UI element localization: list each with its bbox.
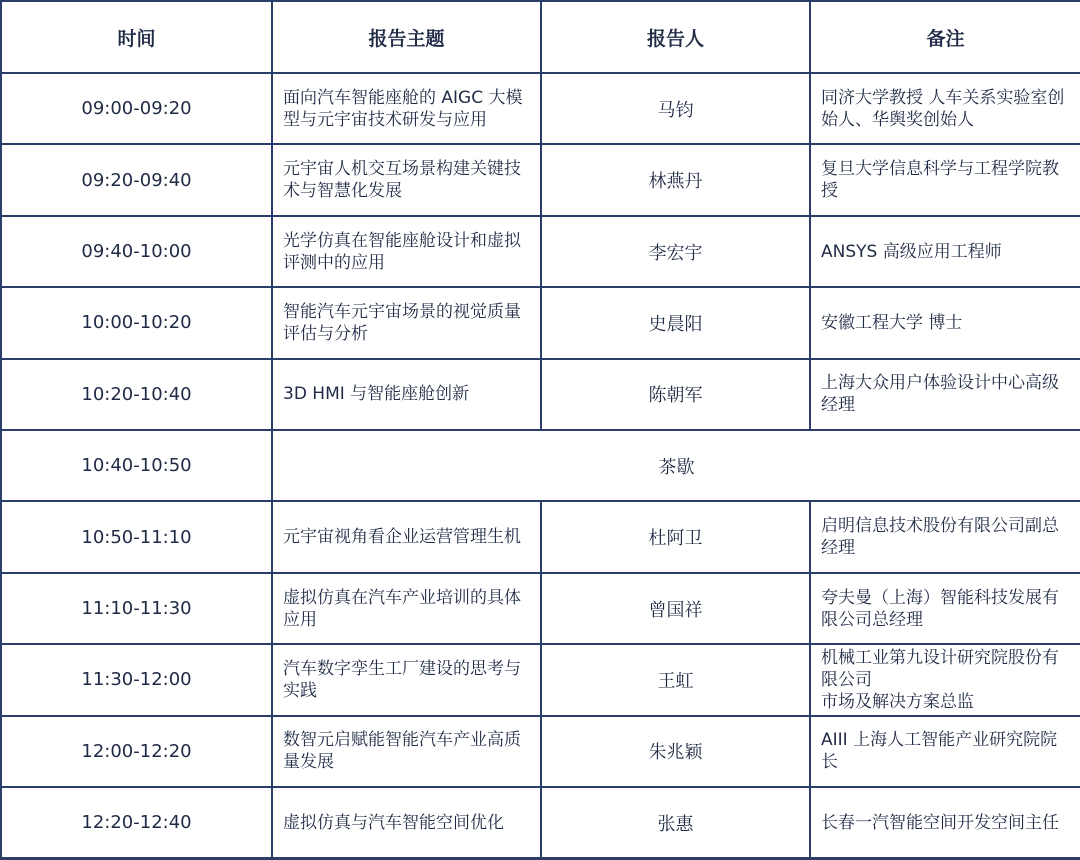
note-line: 市场及解决方案总监 [821,691,974,712]
time-cell: 12:20-12:40 [1,787,272,858]
time-cell: 11:10-11:30 [1,573,272,644]
note-cell: 同济大学教授 人车关系实验室创始人、华舆奖创始人 [810,73,1080,144]
topic-cell: 元宇宙视角看企业运营管理生机 [272,501,541,572]
table-row [1,287,1080,358]
break-row [1,430,1080,501]
speaker-cell: 杜阿卫 [541,501,810,572]
break-label: 茶歇 [272,430,1080,501]
time-cell: 10:00-10:20 [1,287,272,358]
table-row [1,644,1080,715]
topic-cell: 3D HMI 与智能座舱创新 [272,359,541,430]
time-cell: 12:00-12:20 [1,716,272,787]
table-row [1,216,1080,287]
table-row [1,144,1080,215]
time-cell: 10:50-11:10 [1,501,272,572]
speaker-cell: 张惠 [541,787,810,858]
topic-cell: 数智元启赋能智能汽车产业高质量发展 [272,716,541,787]
table-row [1,573,1080,644]
note-cell: 上海大众用户体验设计中心高级经理 [810,359,1080,430]
topic-cell: 虚拟仿真在汽车产业培训的具体应用 [272,573,541,644]
topic-cell: 虚拟仿真与汽车智能空间优化 [272,787,541,858]
speaker-cell: 李宏宇 [541,216,810,287]
header-topic: 报告主题 [272,1,541,73]
speaker-cell: 陈朝军 [541,359,810,430]
note-cell: 安徽工程大学 博士 [810,287,1080,358]
topic-cell: 元宇宙人机交互场景构建关键技术与智慧化发展 [272,144,541,215]
note-cell: 夸夫曼（上海）智能科技发展有限公司总经理 [810,573,1080,644]
time-cell: 09:00-09:20 [1,73,272,144]
header-speaker: 报告人 [541,1,810,73]
table-row [1,73,1080,144]
table-row [1,716,1080,787]
topic-cell: 汽车数字孪生工厂建设的思考与实践 [272,644,541,715]
topic-cell: 光学仿真在智能座舱设计和虚拟评测中的应用 [272,216,541,287]
speaker-cell: 林燕丹 [541,144,810,215]
time-cell: 09:40-10:00 [1,216,272,287]
speaker-cell: 史晨阳 [541,287,810,358]
note-cell [810,644,1080,715]
table-row [1,787,1080,858]
table-row [1,501,1080,572]
topic-cell: 智能汽车元宇宙场景的视觉质量评估与分析 [272,287,541,358]
header-time: 时间 [1,1,272,73]
note-cell: 复旦大学信息科学与工程学院教授 [810,144,1080,215]
table-row [1,359,1080,430]
speaker-cell: 王虹 [541,644,810,715]
time-cell: 09:20-09:40 [1,144,272,215]
table-header-row [1,1,1080,73]
time-cell: 11:30-12:00 [1,644,272,715]
speaker-cell: 马钧 [541,73,810,144]
note-cell: 长春一汽智能空间开发空间主任 [810,787,1080,858]
time-cell: 10:40-10:50 [1,430,272,501]
note-cell: ANSYS 高级应用工程师 [810,216,1080,287]
header-note: 备注 [810,1,1080,73]
speaker-cell: 朱兆颖 [541,716,810,787]
topic-cell: 面向汽车智能座舱的 AIGC 大模型与元宇宙技术研发与应用 [272,73,541,144]
speaker-cell: 曾国祥 [541,573,810,644]
time-cell: 10:20-10:40 [1,359,272,430]
note-cell: 启明信息技术股份有限公司副总经理 [810,501,1080,572]
note-line: 机械工业第九设计研究院股份有限公司 [821,647,1059,690]
note-cell: AIII 上海人工智能产业研究院院长 [810,716,1080,787]
